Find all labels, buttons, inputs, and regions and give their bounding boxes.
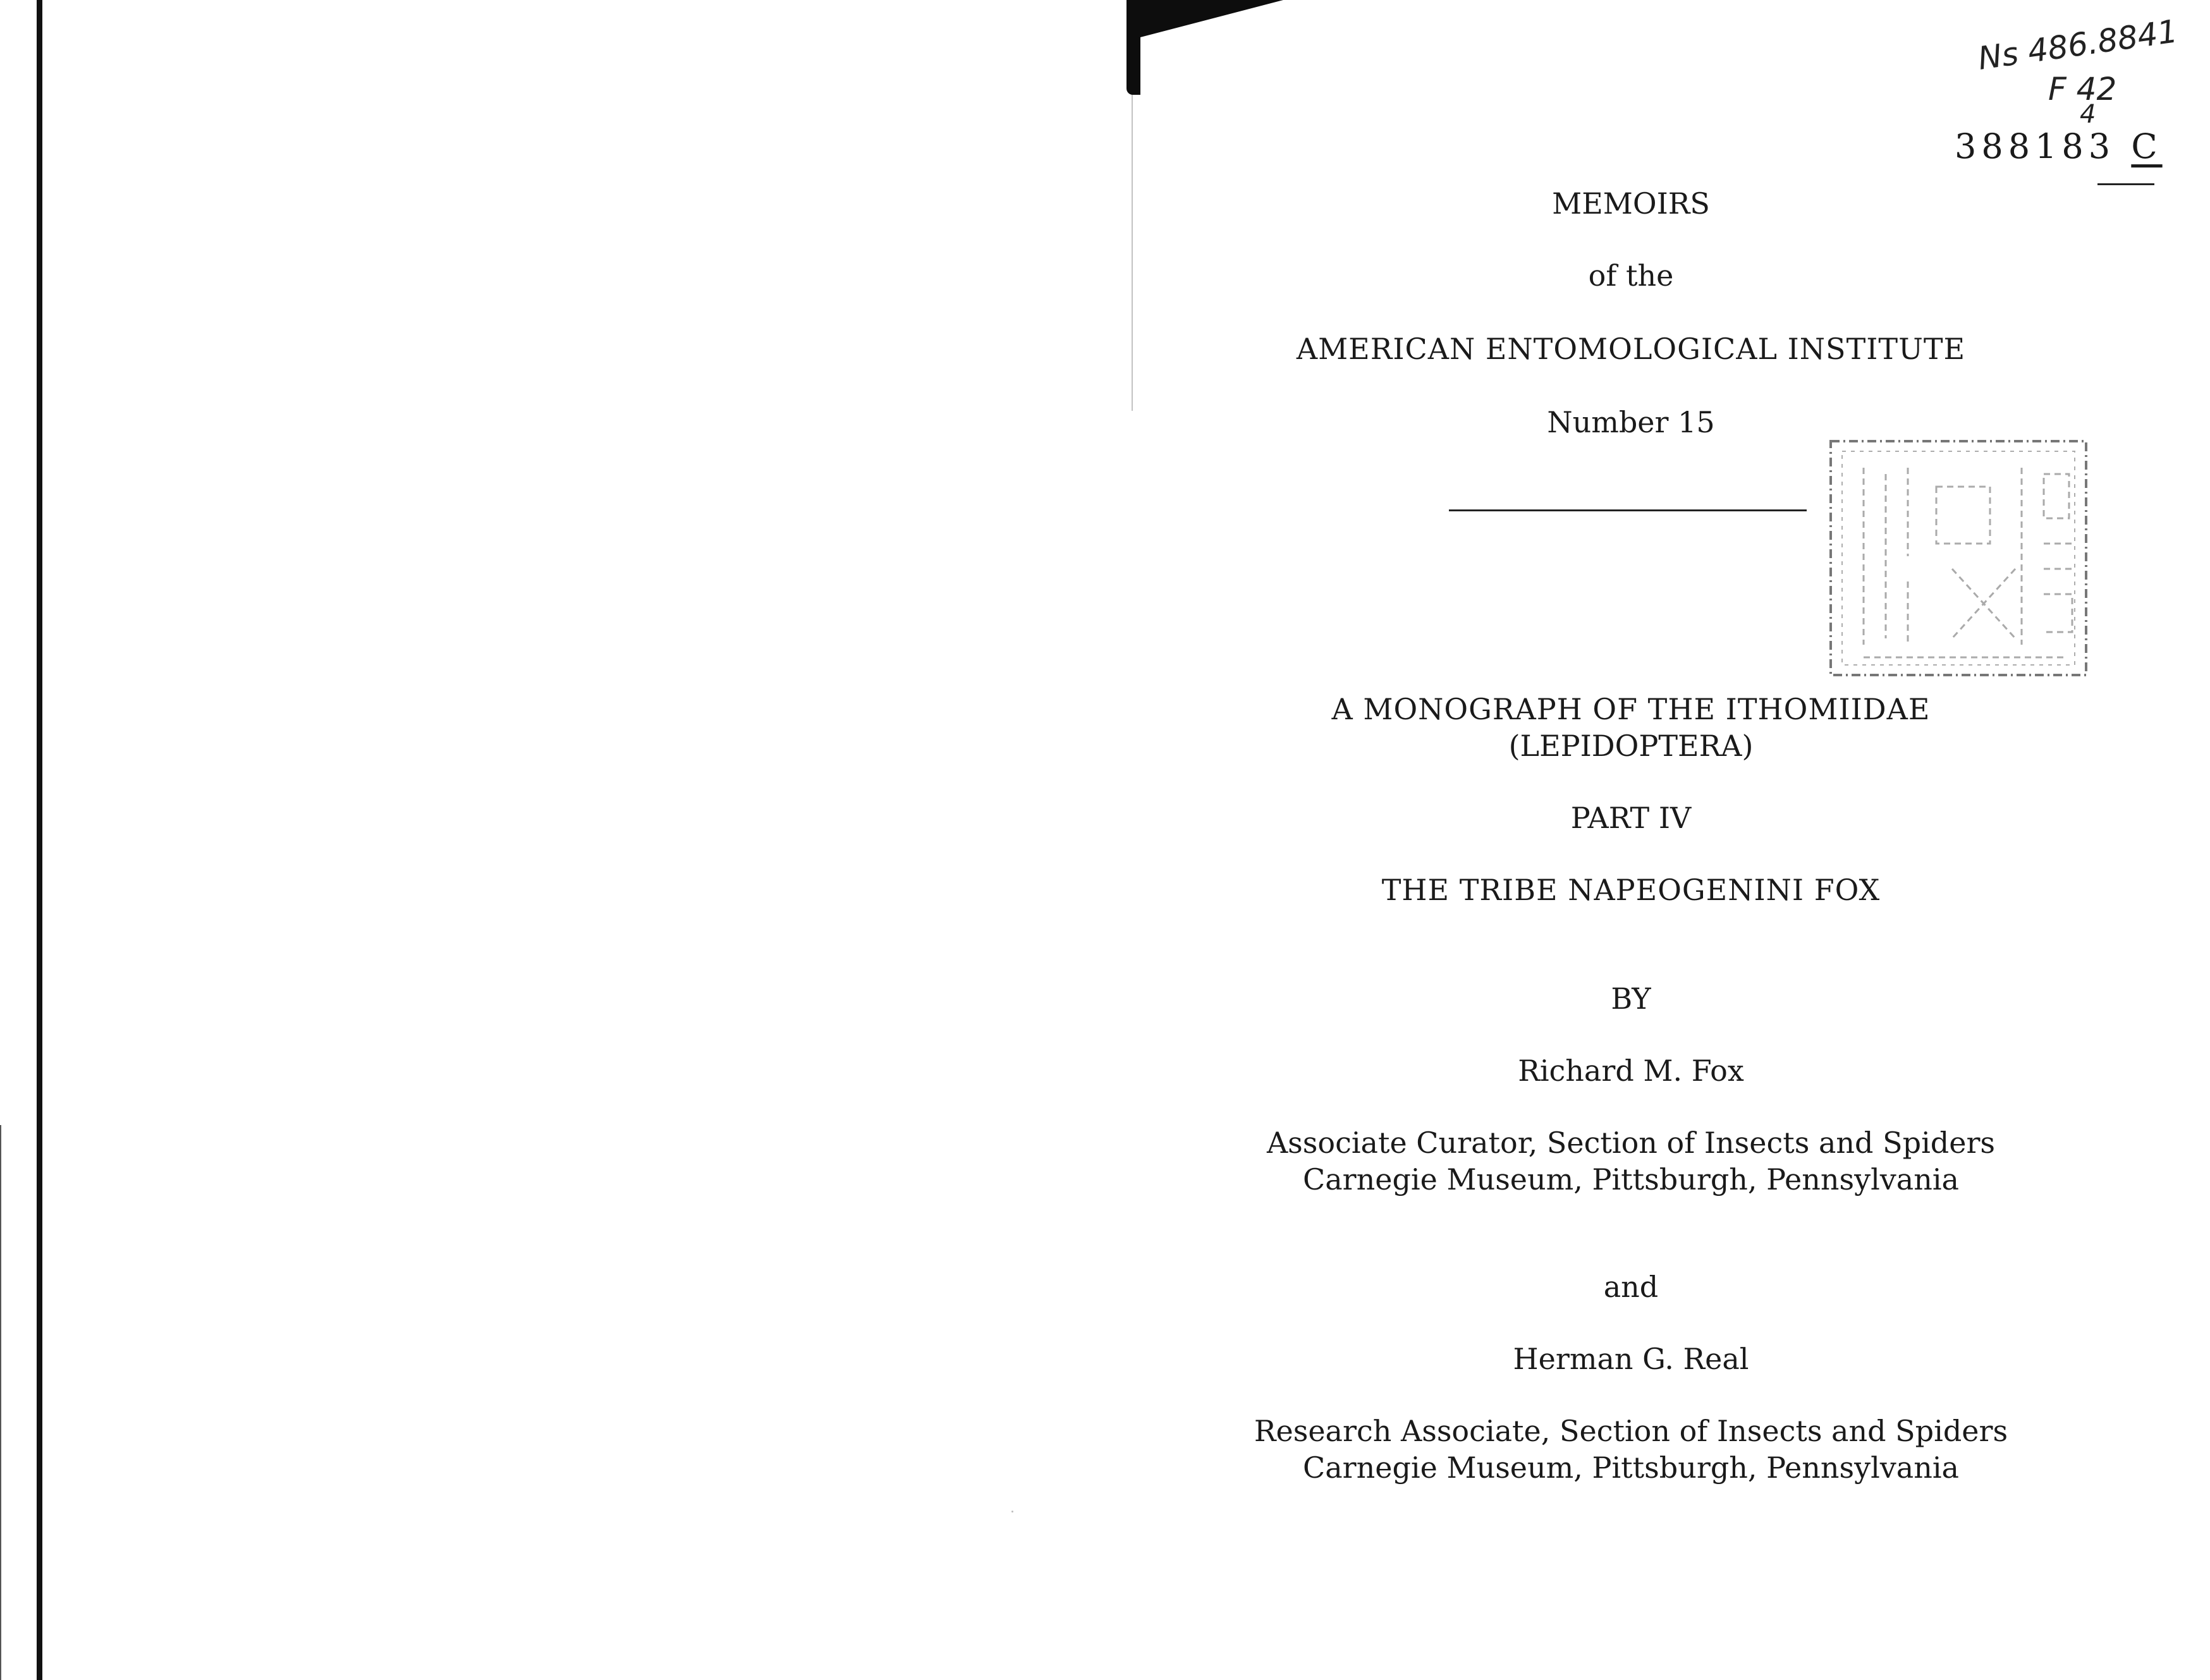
gutter-crease <box>1132 95 1133 411</box>
author-name: Richard M. Fox <box>1518 1054 1744 1088</box>
series-connector: of the <box>1588 259 1674 293</box>
library-stamp <box>1826 430 2092 683</box>
by-label: BY <box>1611 982 1651 1016</box>
handwritten-call-number: Ns 486.8841 <box>1975 13 2180 77</box>
handwritten-call-number-line3: 4 <box>2080 100 2096 129</box>
author-position: Associate Curator, Section of Insects and Spiders <box>1266 1126 1996 1160</box>
tribe-title: THE TRIBE NAPEOGENINI FOX <box>1381 873 1881 907</box>
author-conjunction: and <box>1603 1270 1659 1304</box>
handwritten-call-number-line2: F 42 <box>2048 71 2117 107</box>
title-divider <box>1449 509 1807 511</box>
accession-number <box>1955 126 2163 166</box>
monograph-order: (LEPIDOPTERA) <box>1508 729 1754 763</box>
author-position: Research Associate, Section of Insects and Spiders <box>1254 1414 2008 1448</box>
series-heading: MEMOIRS <box>1552 186 1710 221</box>
issue-number: Number 15 <box>1547 405 1715 439</box>
author-name: Herman G. Real <box>1513 1342 1749 1376</box>
author-affiliation: Carnegie Museum, Pittsburgh, Pennsylvania <box>1303 1451 1959 1485</box>
left-page-edge <box>37 0 42 1680</box>
accession-suffix: C <box>2131 126 2163 166</box>
author-affiliation: Carnegie Museum, Pittsburgh, Pennsylvania <box>1303 1162 1959 1196</box>
binding-shadow-flare <box>1138 0 1283 38</box>
accession-digits: 388183 <box>1955 126 2116 166</box>
monograph-title: A MONOGRAPH OF THE ITHOMIIDAE <box>1331 692 1931 726</box>
left-edge-shadow <box>0 1125 1 1680</box>
call-number-rule <box>2097 183 2154 185</box>
dust-speck <box>1011 1511 1013 1513</box>
part-label: PART IV <box>1570 801 1692 835</box>
institute-name: AMERICAN ENTOMOLOGICAL INSTITUTE <box>1296 332 1966 366</box>
